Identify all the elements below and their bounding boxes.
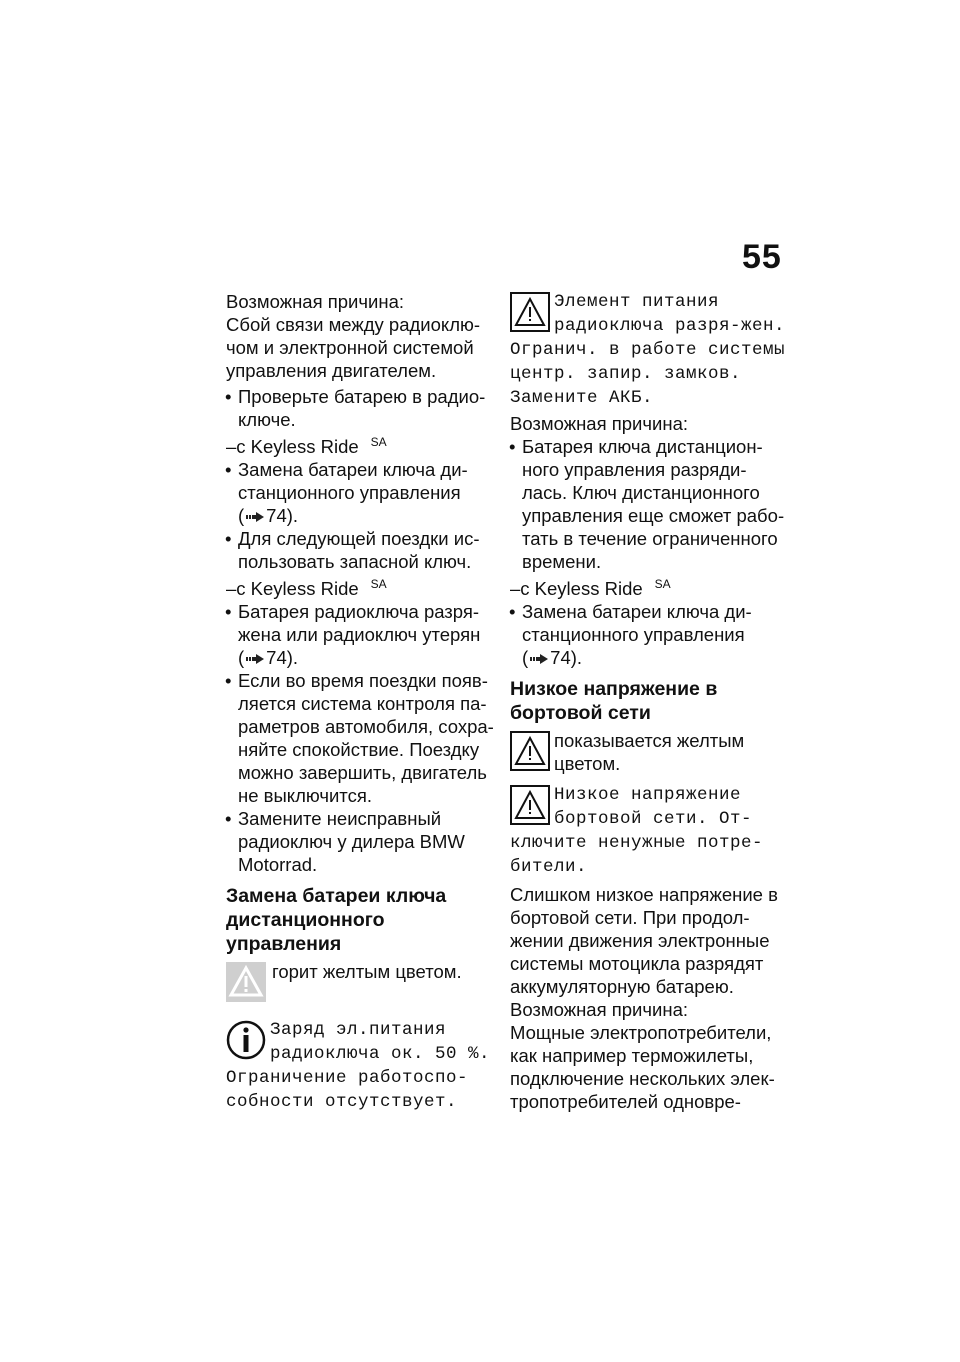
warning-message-battery: Элемент питания радиоключа разря-жен. Огранич. в работе системы центр. запир. замков. Замените АКБ. [510, 292, 786, 408]
bullet-spare-key: • Для следующей поездки ис-пользовать запасной ключ. [226, 527, 494, 573]
bullet-key-discharged: • Батарея радиоключа разря-жена или радиоключ утерян ( 74). [226, 600, 494, 669]
dash-keyless-ride-2: –с Keyless Ride $^{SA}$ [226, 577, 387, 600]
arrow-right-icon [246, 654, 264, 664]
cause-label: Возможная причина: [226, 291, 404, 312]
cause-label: Возможная причина: [510, 413, 688, 434]
section-heading-key-battery: Замена батареи ключа дистанционного управления [226, 885, 447, 956]
page-ref[interactable]: ( 74). [238, 505, 299, 527]
bullet-check-battery: • Проверьте батарею в радио-ключе. [226, 385, 494, 431]
section-heading-low-voltage: Низкое напряжение в бортовой сети [510, 678, 718, 725]
warning-light-icon [226, 962, 266, 1002]
cause-label-2: Возможная причина: [510, 999, 688, 1021]
info-icon [226, 1020, 266, 1060]
warning-triangle-icon [510, 731, 550, 771]
dash-keyless-ride: –с Keyless Ride $^{SA}$ [226, 435, 387, 458]
bullet-replace-battery: • Замена батареи ключа ди-станционного управления ( 74). [226, 458, 494, 527]
warning-triangle-icon [510, 785, 550, 825]
sa-badge: SA [370, 435, 387, 449]
bullet-battery-low: • Батарея ключа дистанцион-ного управления разряди-лась. Ключ дистанционного управления еще сможет рабо-тать в течение ограниченного времени. [510, 435, 786, 573]
page-ref[interactable]: ( 74). [238, 647, 299, 669]
dash-keyless-ride: –с Keyless Ride $^{SA}$ [510, 577, 671, 600]
left-column [226, 290, 494, 1114]
arrow-right-icon [530, 654, 548, 664]
info-message: Заряд эл.питания радиоключа ок. 50 %. Ограничение работоспо-собности отсутствует. [226, 1020, 491, 1113]
bullet-replace-key: • Замените неисправный радиоключ у дилера BMW Motorrad. [226, 807, 494, 876]
right-column [510, 290, 786, 1113]
yellow-warning-row: показывается желтым цветом. [510, 729, 786, 775]
warning-triangle-icon [510, 292, 550, 332]
grey-warning-row: горит желтым цветом. [226, 960, 494, 1004]
cause-text: Сбой связи между радиоклю-чом и электронной системой управления двигателем. [226, 314, 481, 381]
bullet-replace-battery: • Замена батареи ключа ди-станционного управления ( 74). [510, 600, 786, 669]
cause-text-2: Мощные электропотребители, как например терможилеты, подключение нескольких элек-тропотребителей одновре- [510, 1022, 775, 1113]
warning-message-voltage: Низкое напряжение бортовой сети. От-ключите ненужные потре-бители. [510, 785, 764, 878]
page-ref[interactable]: ( 74). [522, 647, 583, 669]
arrow-right-icon [246, 512, 264, 522]
sa-badge: SA [370, 577, 387, 592]
bullet-stay-calm: • Если во время поездки появ-ляется система контроля па-раметров автомобиля, сохра-няйте спокойствие. Поездку можно завершить, двигатель не выключится. [226, 669, 494, 807]
low-voltage-text: Слишком низкое напряжение в бортовой сети. При продол-жении движения электронные системы мотоцикла разрядят аккумуляторную батарею. [510, 884, 778, 998]
page-number: 55 [742, 238, 782, 276]
sa-badge: SA [654, 577, 671, 591]
